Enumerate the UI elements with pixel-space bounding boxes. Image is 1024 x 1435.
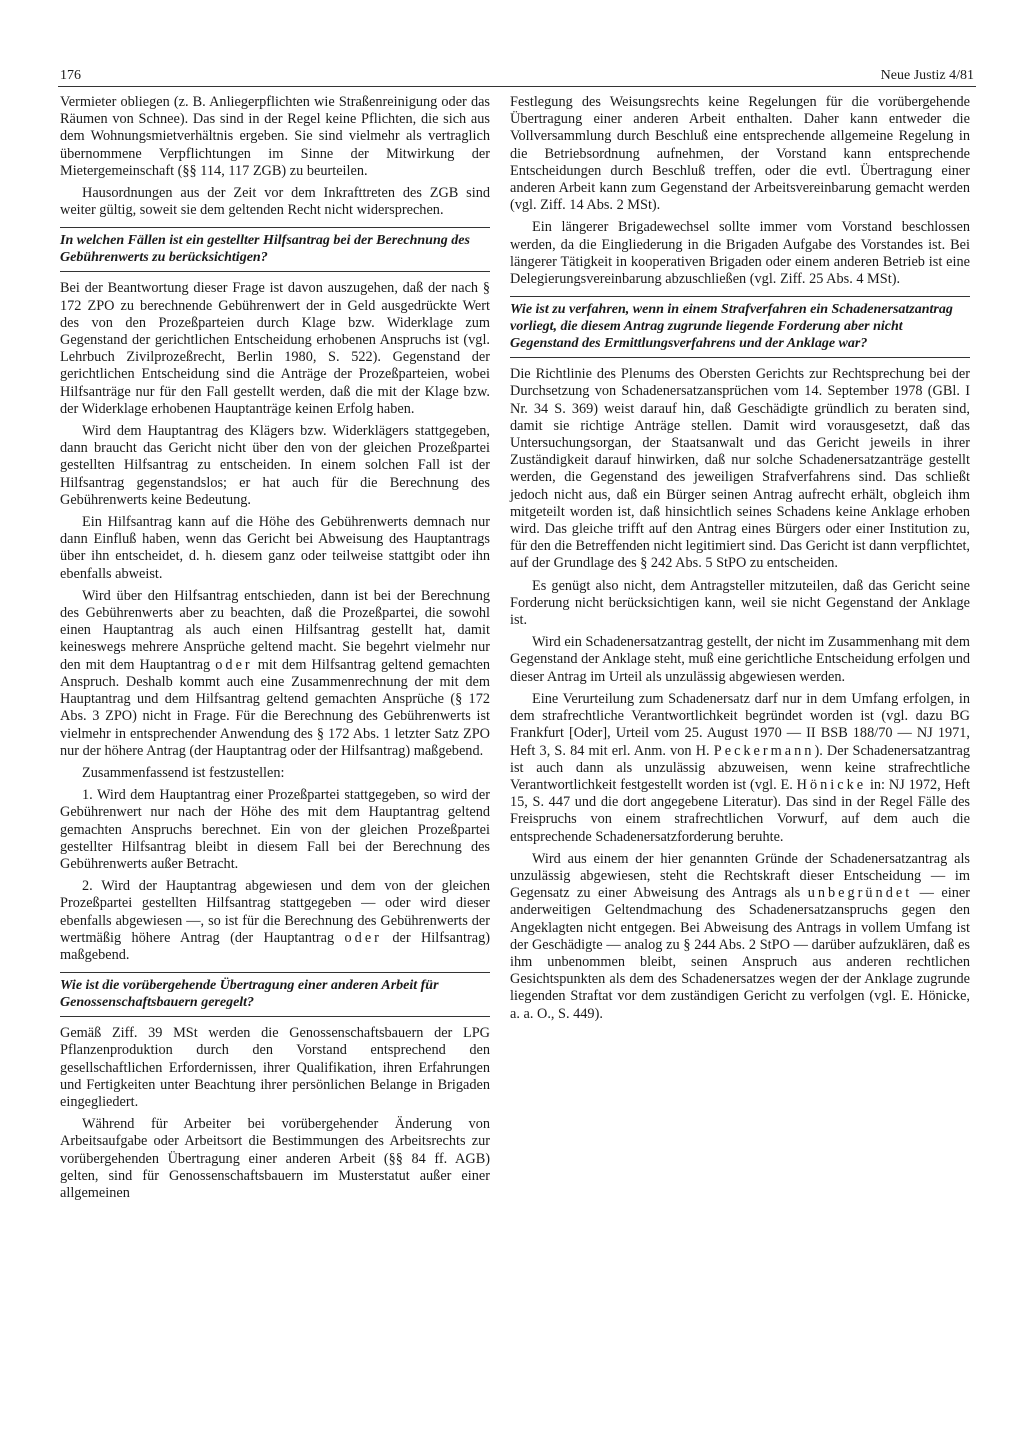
text-span: Wird über den Hilfsantrag entschieden, dann ist bei der Berechnung des Gebührenwerts aber zu beachten, daß die Prozeßpartei, die sowohl einen Hauptantrag als auch einen Hilfsantrag gestellt hat, damit keineswegs mehrere Ansprüche geltend macht. Sie begehrt vielmehr nur den mit dem Hauptantrag [60, 587, 490, 673]
paragraph: Die Richtlinie des Plenums des Obersten Gerichts zur Rechtsprechung bei der Durchsetzung von Schadenersatzansprüchen vom 14. September 1978 (GBl. I Nr. 34 S. 369) weist darauf hin, daß Geschädigte gründlich zu beraten sind, damit sie richtige Anträge stellen. Damit wird vorausgesetzt, daß das Untersuchungsorgan, der Staatsanwalt und das Gericht jeweils in ihrer Zuständigkeit darauf hinwirken, daß nur solche Schadenersatzanträge gestellt werden, die Gegenstand des jeweiligen Strafverfahrens sind. Das schließt jedoch nicht aus, daß ein Bürger seinen Antrag aufrecht erhält, obgleich ihm mitgeteilt worden ist, daß hinsichtlich seines Schadens keine Anklage erhoben wird. Das gleiche trifft auf den Antrag eines Bürgers oder einer Institution zu, für den die Betreffenden nicht legitimiert sind. Das Gericht ist dann verpflichtet, auf der Grundlage des § 242 Abs. 5 StPO zu entscheiden. [510, 366, 970, 572]
paragraph: Bei der Beantwortung dieser Frage ist davon auszugehen, daß der nach § 172 ZPO zu berechnende Gebührenwert der in Geld ausgedrückte Wert des von den Prozeßparteien durch Klage bzw. Widerklage zum Gegenstand der gerichtlichen Entscheidung erhobenen Anspruchs ist (vgl. Lehrbuch Zivilprozeßrecht, Berlin 1980, S. 522). Gegenstand der gerichtlichen Entscheidung sind die Anträge der Prozeßparteien, wobei Hilfsanträge nur für den Fall gestellt werden, daß die mit der Klage bzw. der Widerklage erhobenen Hauptanträge keinen Erfolg haben. [60, 280, 490, 417]
paragraph: Festlegung des Weisungsrechts keine Regelungen für die vorübergehende Übertragung einer anderen Arbeit enthalten. Daher kann entweder die Vollversammlung durch Beschluß eine entsprechende allgemeine Regelung in die Betriebsordnung aufnehmen, der Vorstand kann entsprechende Entscheidungen durch Beschluß treffen, oder die evtl. Übertragung einer anderen Arbeit kann zum Gegenstand der Arbeitsvereinbarung gemacht werden (vgl. Ziff. 14 Abs. 2 MSt). [510, 94, 970, 214]
paragraph: Wird dem Hauptantrag des Klägers bzw. Widerklägers stattgegeben, dann braucht das Gericht nicht über den von der gleichen Prozeßpartei gestellten Hilfsantrag zu entscheiden. In einem solchen Fall ist der Hilfsantrag gegenstandslos; er hat auch für die Berechnung des Gebührenwerts keine Bedeutung. [60, 423, 490, 508]
paragraph [510, 851, 970, 1023]
spaced-emphasis: oder [344, 929, 382, 946]
spaced-emphasis: unbegründet [807, 885, 913, 902]
page-number: 176 [60, 68, 81, 83]
paragraph: Es genügt also nicht, dem Antragsteller mitzuteilen, daß das Gericht seine Forderung nicht berücksichtigen kann, weil sie nicht Gegenstand der Anklage ist. [510, 577, 970, 629]
journal-issue: Neue Justiz 4/81 [880, 68, 974, 83]
header-rule [58, 86, 976, 87]
list-item [60, 878, 490, 964]
spaced-name: Peckermann [713, 742, 815, 759]
paragraph: Wird ein Schadenersatzantrag gestellt, der nicht im Zusammenhang mit dem Gegenstand der Anklage steht, muß eine gerichtliche Entscheidung erfolgen und dieser Antrag im Urteil als unzulässig abgewiesen werden. [510, 634, 970, 685]
question-heading: Wie ist zu verfahren, wenn in einem Strafverfahren ein Schadenersatzantrag vorliegt, die diesem Antrag zugrunde liegende Forderung aber nicht Gegenstand des Ermittlungsverfahrens und der Anklage war? [510, 296, 970, 358]
text-span: in: NJ 1972, Heft 15, S. 447 und die dort angegebene Literatur). Das sind in der Regel Fälle des Freispruchs von einem strafrechtlichen Vorwurf, auf dem auch die entsprechende Schadenersatzforderung beruhte. [510, 776, 971, 845]
paragraph: Gemäß Ziff. 39 MSt werden die Genossenschaftsbauern der LPG Pflanzenproduktion durch den Vorstand entsprechend den gesellschaftlichen Erfordernissen, ihrer Qualifikation, ihren Erfahrungen und Fertigkeiten unter Beachtung ihrer persönlichen Belange in Brigaden eingegliedert. [60, 1025, 490, 1110]
text-span: — einer anderweitigen Geltendmachung des Schadenersatzanspruchs gegen den Angeklagten nicht entgegen. Bei Abweisung des Antrags in vollem Umfang ist der Geschädigte — analog zu § 244 Abs. 2 StPO — darüber aufzuklären, daß es ihm unbenommen bleibt, seinen Anspruch aus anderen rechtlichen Gesichtspunkten als dem des Schadenersatzes wegen der der Anklage zugrunde liegenden Straftat vor dem zuständigen Gericht zu verfolgen (vgl. E. Hönicke, a. a. O., S. 449). [510, 885, 971, 1022]
text-span: ). Der Schadenersatzantrag ist auch dann als unzulässig abzuweisen, wenn keine strafrechtliche Verantwortlichkeit festgestellt worden ist (vgl. E. [510, 742, 970, 793]
question-heading: Wie ist die vorübergehende Übertragung einer anderen Arbeit für Genossenschaftsbauern geregelt? [60, 972, 490, 1017]
spaced-name: Hönicke [796, 776, 867, 793]
left-column [60, 94, 490, 1207]
text-span: Wird aus einem der hier genannten Gründe der Schadenersatzantrag als unzulässig abgewiesen, steht die Rechtskraft dieser Entscheidung — im Gegensatz zu einer Abweisung des Antrags als [510, 850, 970, 902]
list-item: 1. Wird dem Hauptantrag einer Prozeßpartei stattgegeben, so wird der Gebührenwert nur nach der Höhe des mit dem Hauptantrag geltend gemachten Anspruchs berechnet. Ein von der gleichen Prozeßpartei gestellter Hilfsantrag bleibt in diesem Fall bei der Berechnung des Gebührenwerts außer Betracht. [60, 787, 490, 872]
text-span: mit dem Hilfsantrag geltend gemachten Anspruch. Deshalb kommt auch eine Zusammenrechnung der mit dem Hauptantrag und dem Hilfsantrag geltend gemachten Ansprüche (§ 172 Abs. 3 ZPO) nicht in Frage. Für die Berechnung des Gebührenwerts ist vielmehr in entsprechender Anwendung des § 172 Abs. 1 letzter Satz ZPO nur der höhere Antrag (der Hauptantrag oder der Hilfsantrag) maßgebend. [60, 656, 491, 759]
right-column [510, 94, 970, 1028]
paragraph: Ein längerer Brigadewechsel sollte immer vom Vorstand beschlossen werden, da die Eingliederung in die Brigaden Aufgabe des Vorstandes ist. Bei längerer Tätigkeit in kooperativen Brigaden oder einem anderen Betrieb ist eine Delegierungsvereinbarung abzuschließen (vgl. Ziff. 25 Abs. 4 MSt). [510, 219, 970, 288]
text-span: 2. Wird der Hauptantrag abgewiesen und dem von der gleichen Prozeßpartei gestellten Hilfsantrag stattgegeben — oder wird dieser ebenfalls abgewiesen —, so ist für die Berechnung des Gebührenwerts der wertmäßig höhere Antrag (der Hauptantrag [60, 878, 490, 946]
paragraph: Zusammenfassend ist festzustellen: [82, 764, 285, 781]
spaced-emphasis: oder [215, 656, 253, 673]
paragraph: Ein Hilfsantrag kann auf die Höhe des Gebührenwerts demnach nur dann Einfluß haben, wenn das Gericht bei Abweisung des Hauptantrags über ihn entscheidet, d. h. diesem ganz oder teilweise stattgibt oder ihn ebenfalls abweist. [60, 514, 490, 582]
text-span: Eine Verurteilung zum Schadenersatz darf nur in dem Umfang erfolgen, in dem strafrechtliche Verantwortlichkeit begründet worden ist (vgl. dazu BG Frankfurt [Oder], Urteil vom 25. August 1970 — II BSB 188/70 — NJ 1971, Heft 3, S. 84 mit erl. Anm. von H. [510, 690, 970, 759]
text-span: der Hilfsantrag) maßgebend. [60, 929, 491, 963]
question-heading: In welchen Fällen ist ein gestellter Hilfsantrag bei der Berechnung des Gebührenwerts zu berücksichtigen? [60, 227, 490, 272]
paragraph [60, 588, 490, 760]
paragraph: Hausordnungen aus der Zeit vor dem Inkrafttreten des ZGB sind weiter gültig, soweit sie dem geltenden Recht nicht widersprechen. [60, 185, 490, 219]
paragraph [510, 691, 970, 846]
paragraph: Vermieter obliegen (z. B. Anliegerpflichten wie Straßenreinigung oder das Räumen von Schnee). Das sind in der Regel keine Pflichten, die sich aus dem Wohnungsmietverhältnis ergeben. Sie sind vielmehr als vertraglich übernommene Verpflichtungen im Sinne der Mitwirkung der Mietergemeinschaft (§§ 114, 117 ZGB) zu beurteilen. [60, 94, 490, 179]
paragraph: Während für Arbeiter bei vorübergehender Änderung von Arbeitsaufgabe oder Arbeitsort die Bestimmungen des Arbeitsrechts zur vorübergehenden Übertragung einer anderen Arbeit (§§ 84 ff. AGB) gelten, sind für Genossenschaftsbauern im Musterstatut außer einer allgemeinen [60, 1116, 490, 1201]
